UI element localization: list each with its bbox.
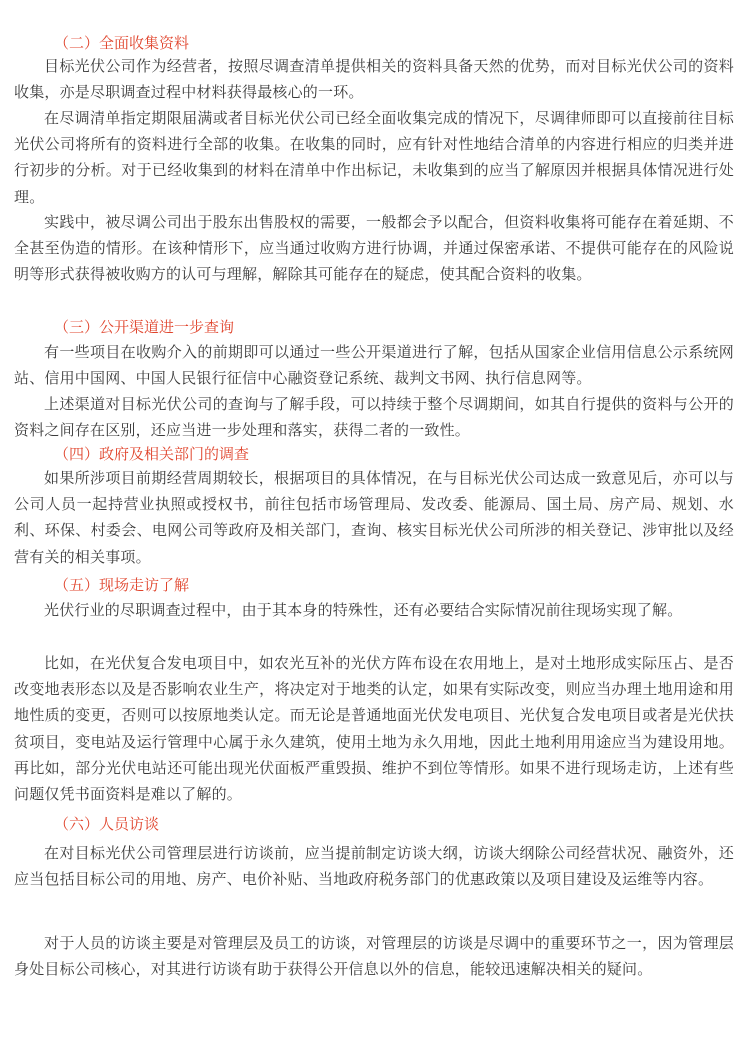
section-heading-3: （三）公开渠道进一步查询 [54, 318, 235, 336]
section-heading-2: （二）全面收集资料 [54, 34, 190, 52]
paragraph-2-1: 目标光伏公司作为经营者，按照尽调查清单提供相关的资料具备天然的优势，而对目标光伏公司的资料收集，亦是尽职调查过程中材料获得最核心的一环。 [14, 57, 734, 102]
paragraph-4-1: 如果所涉项目前期经营周期较长，根据项目的具体情况，在与目标光伏公司达成一致意见后，亦可以与公司人员一起持营业执照或授权书，前往包括市场管理局、发改委、能源局、国土局、房产局、规划、水利、环保、村委会、电网公司等政府及相关部门，查询、核实目标光伏公司所涉的相关登记、涉审批以及经营有关的相关事项。 [14, 469, 734, 566]
paragraph-2-3: 实践中，被尽调公司出于股东出售股权的需要，一般都会予以配合，但资料收集将可能存在着延期、不全甚至伪造的情形。在该种情形下，应当通过收购方进行协调，并通过保密承诺、不提供可能存在的风险说明等形式获得被收购方的认可与理解，解除其可能存在的疑虑，使其配合资料的收集。 [14, 213, 734, 284]
paragraph-6-1: 在对目标光伏公司管理层进行访谈前，应当提前制定访谈大纲，访谈大纲除公司经营状况、融资外，还应当包括目标公司的用地、房产、电价补贴、当地政府税务部门的优惠政策以及项目建设及运维等内容。 [14, 844, 734, 889]
paragraph-5-2: 比如，在光伏复合发电项目中，如农光互补的光伏方阵布设在农用地上，是对土地形成实际压占、是否改变地表形态以及是否影响农业生产，将决定对于地类的认定，如果有实际改变，则应当办理土地用途和用地性质的变更，否则可以按原地类认定。而无论是普通地面光伏发电项目、光伏复合发电项目或者是光伏扶贫项目，变电站及运行管理中心属于永久建筑，使用土地为永久用地，因此土地利用用途应当为建设用地。再比如，部分光伏电站还可能出现光伏面板严重毁损、维护不到位等情形。如果不进行现场走访，上述有些问题仅凭书面资料是难以了解的。 [14, 654, 734, 804]
section-heading-4: （四）政府及相关部门的调查 [54, 445, 250, 463]
paragraph-2-2: 在尽调清单指定期限届满或者目标光伏公司已经全面收集完成的情况下，尽调律师即可以直接前往目标光伏公司将所有的资料进行全部的收集。在收集的同时，应有针对性地结合清单的内容进行相应的归类并进行初步的分析。对于已经收集到的材料在清单中作出标记，未收集到的应当了解原因并根据具体情况进行处理。 [14, 109, 734, 206]
section-heading-6: （六）人员访谈 [54, 815, 160, 833]
paragraph-3-1: 有一些项目在收购介入的前期即可以通过一些公开渠道进行了解，包括从国家企业信用信息公示系统网站、信用中国网、中国人民银行征信中心融资登记系统、裁判文书网、执行信息网等。 [14, 343, 734, 388]
paragraph-3-2: 上述渠道对目标光伏公司的查询与了解手段，可以持续于整个尽调期间，如其自行提供的资料与公开的资料之间存在区别，还应当进一步处理和落实，获得二者的一致性。 [14, 395, 734, 440]
paragraph-5-1: 光伏行业的尽职调查过程中，由于其本身的特殊性，还有必要结合实际情况前往现场实现了解。 [44, 601, 683, 619]
paragraph-6-2: 对于人员的访谈主要是对管理层及员工的访谈，对管理层的访谈是尽调中的重要环节之一，因为管理层身处目标公司核心，对其进行访谈有助于获得公开信息以外的信息，能较迅速解决相关的疑问。 [14, 934, 734, 979]
section-heading-5: （五）现场走访了解 [54, 576, 190, 594]
